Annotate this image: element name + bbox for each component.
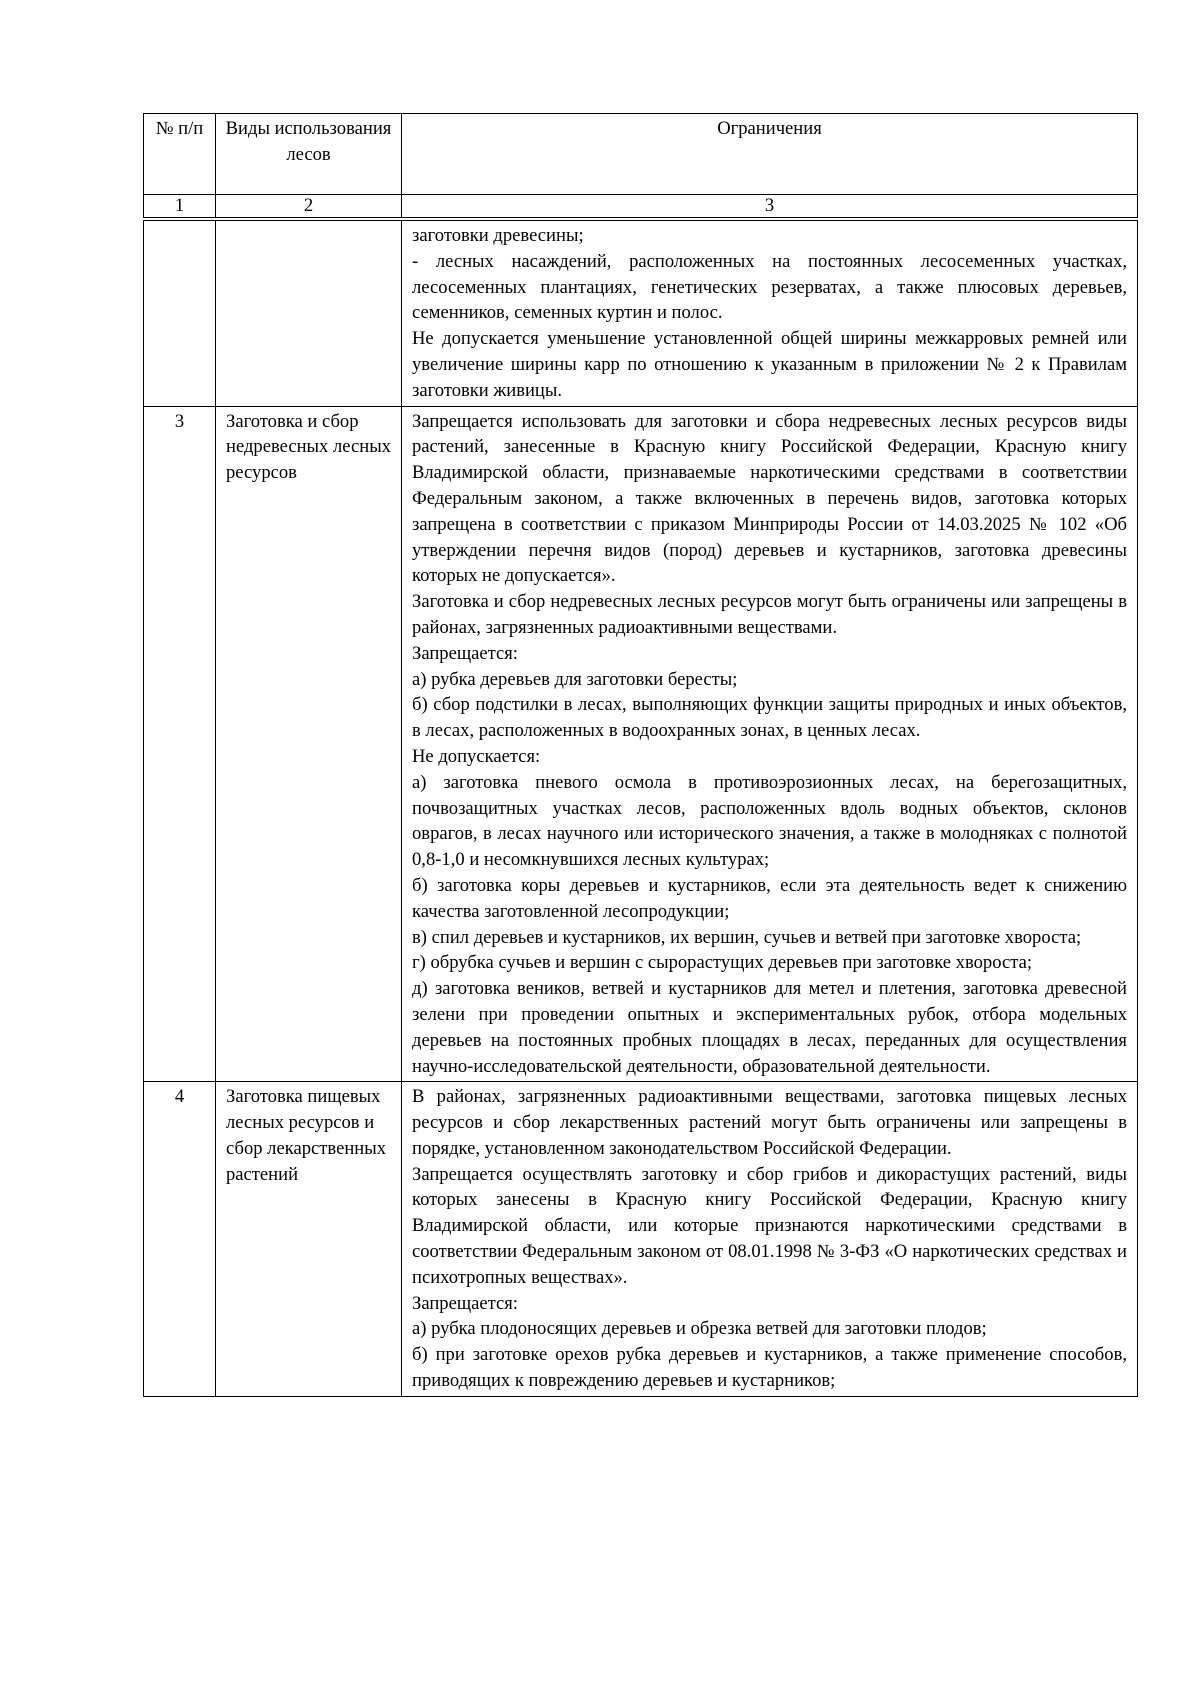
paragraph: Запрещается: <box>412 1292 518 1314</box>
paragraph: а) рубка плодоносящих деревьев и обрезка ветвей для заготовки плодов; <box>412 1318 987 1340</box>
paragraph: Заготовка и сбор недревесных лесных ресурсов могут быть ограничены или запрещены в районах, загрязненных радиоактивными веществами. <box>412 591 1127 638</box>
table-row <box>144 406 1138 1082</box>
paragraph: Запрещается осуществлять заготовку и сбор грибов и дикорастущих растений, виды которых занесены в Красную книгу Российской Федерации, Красную книгу Владимирской области, или которые признаются наркотическими средствами в соответствии Федеральным законом от 08.01.1998 № 3-ФЗ «О наркотических средствах и психотропных веществах». <box>412 1163 1127 1288</box>
paragraph: б) при заготовке орехов рубка деревьев и кустарников, а также применение способов, приводящих к повреждению деревьев и кустарников; <box>412 1344 1127 1392</box>
paragraph: д) заготовка веников, ветвей и кустарников для метел и плетения, заготовка древесной зелени при проведении опытных и экспериментальных рубок, отбора модельных деревьев на постоянных пробных площадях в лесах, переданных для осуществления научно-исследовательской деятельности, образовательной деятельности. <box>412 978 1127 1077</box>
column-number-2: 2 <box>216 195 402 220</box>
paragraph: г) обрубка сучьев и вершин с сырорастущих деревьев при заготовке хвороста; <box>412 952 1032 974</box>
row-use-type <box>216 219 402 406</box>
paragraph: в) спил деревьев и кустарников, их вершин, сучьев и ветвей при заготовке хвороста; <box>412 926 1082 948</box>
header-num: № п/п <box>144 114 216 195</box>
row-use-type: Заготовка и сбор недревесных лесных ресурсов <box>216 406 402 1082</box>
paragraph: заготовки древесины; <box>412 225 584 246</box>
paragraph: Не допускается уменьшение установленной общей ширины межкарровых ремней или увеличение ширины карр по отношению к указанным в приложении № 2 к Правилам заготовки живицы. <box>412 328 1127 401</box>
paragraph: б) сбор подстилки в лесах, выполняющих функции защиты природных и иных объектов, в лесах, расположенных в водоохранных зонах, в ценных лесах. <box>412 694 1127 742</box>
row-number: 4 <box>144 1082 216 1397</box>
row-restrictions <box>402 1082 1138 1397</box>
paragraph: а) рубка деревьев для заготовки бересты; <box>412 668 738 690</box>
column-number-row <box>144 195 1138 220</box>
paragraph: Не допускается: <box>412 745 541 767</box>
row-number: 3 <box>144 406 216 1082</box>
row-restrictions <box>402 219 1138 406</box>
header-restrictions: Ограничения <box>402 114 1138 195</box>
column-number-3: 3 <box>402 195 1138 220</box>
table-row <box>144 1082 1138 1397</box>
paragraph: б) заготовка коры деревьев и кустарников, если эта деятельность ведет к снижению качества заготовленной лесопродукции; <box>412 874 1127 922</box>
row-number <box>144 219 216 406</box>
paragraph: - лесных насаждений, расположенных на постоянных лесосеменных участках, лесосеменных плантациях, генетических резерватах, а также плюсовых деревьев, семенников, семенных куртин и полос. <box>412 250 1127 324</box>
table-row <box>144 219 1138 406</box>
paragraph: Запрещается использовать для заготовки и сбора недревесных лесных ресурсов виды растений, занесенные в Красную книгу Российской Федерации, Красную книгу Владимирской области, признаваемые наркотическими средствами в соответствии Федеральным законом, а также включенных в перечень видов, заготовка которых запрещена в соответствии с приказом Минприроды России от 14.03.2025 № 102 «Об утверждении перечня видов (пород) деревьев и кустарников, заготовка древесины которых не допускается». <box>412 410 1127 587</box>
paragraph: а) заготовка пневого осмола в противоэрозионных лесах, на берегозащитных, почвозащитных участках лесов, расположенных вдоль водных объектов, склонов оврагов, в лесах научного или исторического значения, а также в молодняках с полнотой 0,8-1,0 и несомкнувшихся лесных культурах; <box>412 771 1127 871</box>
header-row <box>144 114 1138 195</box>
paragraph: Запрещается: <box>412 642 518 664</box>
row-restrictions <box>402 406 1138 1082</box>
column-number-1: 1 <box>144 195 216 220</box>
restrictions-table <box>143 113 1138 1397</box>
row-use-type: Заготовка пищевых лесных ресурсов и сбор лекарственных растений <box>216 1082 402 1397</box>
paragraph: В районах, загрязненных радиоактивными веществами, заготовка пищевых лесных ресурсов и сбор лекарственных растений могут быть ограничены или запрещены в порядке, установленном законодательством Российской Федерации. <box>412 1086 1127 1159</box>
header-use-type: Виды использования лесов <box>216 114 402 195</box>
